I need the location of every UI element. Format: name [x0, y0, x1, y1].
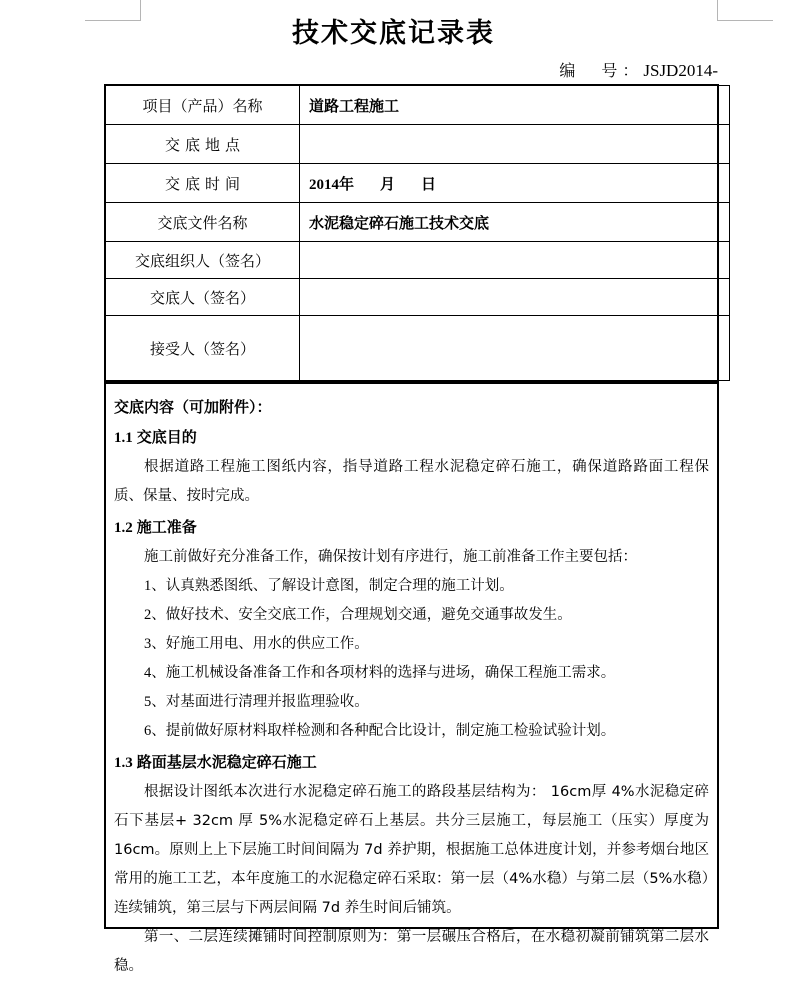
row-value-location[interactable]: [300, 125, 730, 164]
section-number: 1.3: [114, 755, 133, 771]
list-item-text: 、施工机械设备准备工作和各项材料的选择与进场，确保工程施工需求。: [151, 665, 616, 681]
section-heading-1-1: [114, 423, 709, 453]
list-item-text: 、认真熟悉图纸、了解设计意图，制定合理的施工计划。: [151, 578, 514, 594]
list-item-number: 2: [144, 607, 152, 623]
row-label-project-name: 项目（产品）名称: [106, 86, 300, 125]
list-item: [114, 572, 709, 601]
date-month-label: 月: [380, 174, 396, 193]
list-item-number: 1: [144, 578, 152, 594]
row-label-presenter-signature: 交底人（签名）: [106, 279, 300, 316]
list-item-number: 4: [144, 665, 152, 681]
section-paragraph: 第一、二层连续摊铺时间控制原则为：第一层碾压合格后，在水稳初凝前铺筑第二层水稳。: [114, 929, 709, 974]
section-paragraph: 根据设计图纸本次进行水泥稳定碎石施工的路段基层结构为： 16cm厚 4%水泥稳定碎石下基层+ 32cm 厚 5%水泥稳定碎石上基层。共分三层施工，每层施工（压实）厚度为 16cm。原则上上下层施工时间间隔为 7d 养护期，根据施工总体进度计划，并参考烟台地区常用的施工工艺，本年度施工的水泥稳定碎石采取：第一层（4%水稳）与第二层（5%水稳）连续铺筑，第三层与下两层间隔 7d 养生时间后铺筑。: [114, 784, 709, 916]
section-title: 路面基层水泥稳定碎石施工: [136, 753, 317, 771]
date-year-value: 2014: [309, 176, 339, 193]
row-value-project-name[interactable]: 道路工程施工: [300, 86, 730, 125]
list-item: [114, 630, 709, 659]
section-heading-1-3: [114, 748, 709, 778]
row-value-date[interactable]: [300, 164, 730, 203]
date-year-suffix: 年: [339, 174, 355, 193]
table-row: [106, 125, 730, 164]
record-table: [105, 85, 730, 381]
content-heading: 交底内容（可加附件）：: [114, 398, 272, 416]
list-item-text: 、做好技术、安全交底工作，合理规划交通，避免交通事故发生。: [151, 607, 572, 623]
document-number-label: 编 号：: [559, 61, 644, 80]
list-item-text: 、对基面进行清理并报监理验收。: [151, 694, 369, 710]
list-item-number: 3: [144, 636, 152, 652]
row-label-date: 交底时间: [106, 164, 300, 203]
list-item: [114, 601, 709, 630]
section-paragraph: 施工前做好充分准备工作，确保按计划有序进行，施工前准备工作主要包括：: [144, 549, 637, 565]
row-label-document-name: 交底文件名称: [106, 203, 300, 242]
content-section: [104, 382, 719, 974]
row-value-organizer-signature[interactable]: [300, 242, 730, 279]
list-item-text: 、好施工用电、用水的供应工作。: [151, 636, 369, 652]
section-title: 交底目的: [136, 428, 197, 446]
row-label-receiver-signature: 接受人（签名）: [106, 316, 300, 381]
table-row: [106, 86, 730, 125]
date-day-label: 日: [421, 174, 437, 193]
table-row: [106, 279, 730, 316]
row-value-receiver-signature[interactable]: [300, 316, 730, 381]
document-number-value: JSJD2014-: [643, 61, 718, 80]
document-number-line: [0, 60, 718, 82]
section-number: 1.1: [114, 430, 133, 446]
row-label-organizer-signature: 交底组织人（签名）: [106, 242, 300, 279]
section-title: 施工准备: [136, 518, 197, 536]
list-item-number: 5: [144, 694, 152, 710]
section-number: 1.2: [114, 520, 133, 536]
list-item: [114, 717, 709, 746]
row-label-location: 交底地点: [106, 125, 300, 164]
row-value-presenter-signature[interactable]: [300, 279, 730, 316]
table-row: [106, 316, 730, 381]
table-row: [106, 203, 730, 242]
table-row: [106, 242, 730, 279]
list-item: [114, 688, 709, 717]
list-item: [114, 659, 709, 688]
section-heading-1-2: [114, 513, 709, 543]
list-item-number: 6: [144, 723, 152, 739]
row-value-document-name[interactable]: 水泥稳定碎石施工技术交底: [300, 203, 730, 242]
page-title: 技术交底记录表: [292, 18, 495, 49]
section-paragraph: 根据道路工程施工图纸内容，指导道路工程水泥稳定碎石施工，确保道路路面工程保质、保量、按时完成。: [114, 459, 709, 504]
list-item-text: 、提前做好原材料取样检测和各种配合比设计，制定施工检验试验计划。: [151, 723, 616, 739]
table-row: [106, 164, 730, 203]
